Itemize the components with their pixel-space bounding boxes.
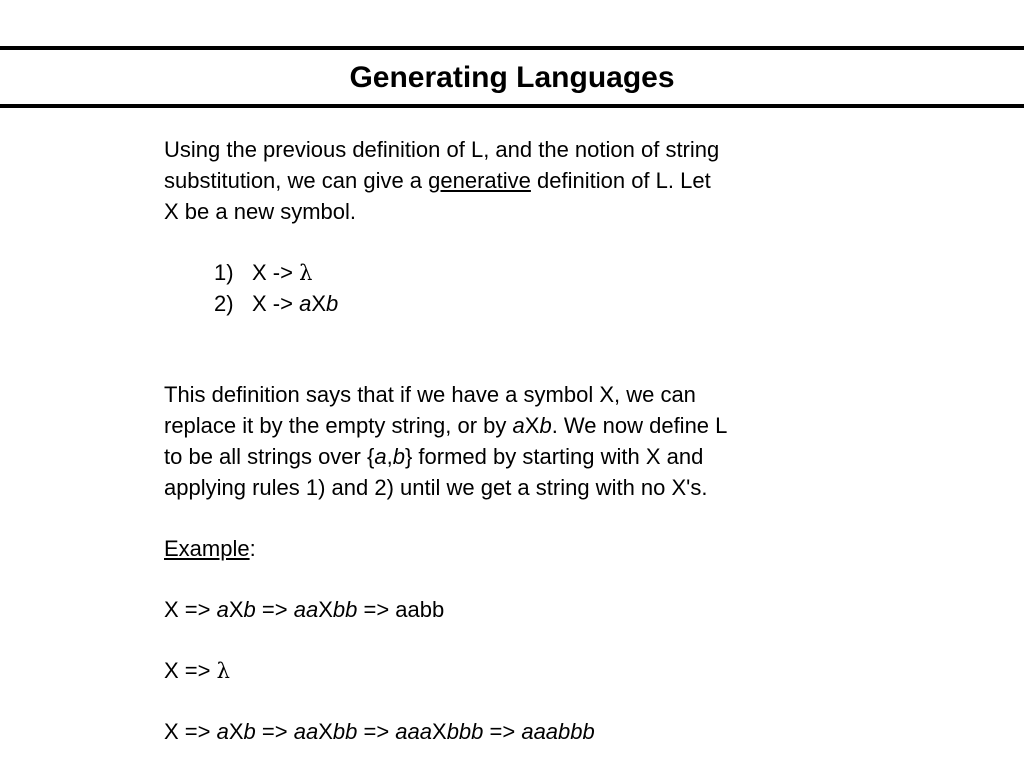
rule-number: 2) (214, 291, 234, 316)
symbol-b: b (539, 413, 552, 438)
derivation-step: bbb (446, 719, 484, 744)
derivation-arrow: => (483, 719, 522, 744)
rule-1 (164, 257, 864, 288)
spacer (164, 319, 864, 379)
explanation-text: } formed by starting with X and (404, 444, 704, 469)
derivation-step: X (318, 597, 333, 622)
bottom-rule (0, 104, 1024, 108)
derivation-step: aa (293, 597, 319, 622)
intro-text: definition of L. Let (530, 168, 711, 193)
symbol-a: a (299, 291, 312, 316)
explanation-line-3 (164, 441, 864, 472)
explanation-text: replace it by the empty string, or by (164, 413, 513, 438)
derivation-step: X => (164, 719, 217, 744)
symbol-a: a (512, 413, 525, 438)
derivation-step: aa (293, 719, 319, 744)
derivation-arrow: => (357, 597, 396, 622)
intro-line-1: Using the previous definition of L, and the notion of string (164, 137, 720, 162)
lambda-symbol: λ (216, 659, 230, 683)
top-rule (0, 46, 1024, 50)
derivation-step: a (216, 719, 229, 744)
spacer (164, 564, 864, 594)
example-heading (164, 533, 864, 564)
intro-line-3: X be a new symbol. (164, 199, 356, 224)
rule-lhs: X -> (252, 291, 293, 316)
explanation-line-2 (164, 410, 864, 441)
generative-term: generative (428, 168, 531, 193)
derivation-result: aaabbb (521, 719, 595, 744)
rule-lhs: X -> (252, 260, 293, 285)
derivation-step: X => (164, 597, 217, 622)
explanation-line-4: applying rules 1) and 2) until we get a string with no X's. (164, 475, 708, 500)
derivation-step: b (243, 719, 256, 744)
derivation-step: X (228, 719, 244, 744)
spacer (164, 503, 864, 533)
derivation-arrow: => (255, 597, 294, 622)
derivation-step: b (243, 597, 256, 622)
symbol-a: a (374, 444, 387, 469)
example-label: Example (164, 536, 250, 561)
symbol-x: X (524, 413, 540, 438)
derivation-step: a (216, 597, 229, 622)
symbol-b: b (392, 444, 405, 469)
intro-line-2 (164, 165, 864, 196)
derivation-step: bb (332, 597, 358, 622)
slide-body (164, 134, 864, 747)
symbol-x: X (311, 291, 327, 316)
slide-title: Generating Languages (349, 61, 675, 94)
derivation-3 (164, 716, 864, 747)
derivation-step: X (318, 719, 333, 744)
derivation-step: X (228, 597, 244, 622)
derivation-step: aaa (395, 719, 432, 744)
derivation-1 (164, 594, 864, 625)
derivation-step: X => (164, 658, 217, 683)
spacer (164, 227, 864, 257)
derivation-step: X (432, 719, 447, 744)
derivation-result: aabb (395, 597, 445, 622)
rule-2 (164, 288, 864, 319)
derivation-arrow: => (357, 719, 396, 744)
spacer (164, 686, 864, 716)
derivation-step: bb (332, 719, 358, 744)
intro-text: substitution, we can give a (164, 168, 429, 193)
derivation-arrow: => (255, 719, 294, 744)
explanation-text: . We now define L (551, 413, 728, 438)
example-colon: : (249, 536, 256, 561)
rule-number: 1) (214, 260, 234, 285)
spacer (164, 625, 864, 655)
derivation-2 (164, 655, 864, 686)
lambda-symbol: λ (299, 261, 313, 285)
symbol-b: b (326, 291, 339, 316)
explanation-line-1: This definition says that if we have a symbol X, we can (164, 382, 696, 407)
explanation-text: to be all strings over { (164, 444, 375, 469)
comma: , (386, 444, 393, 469)
